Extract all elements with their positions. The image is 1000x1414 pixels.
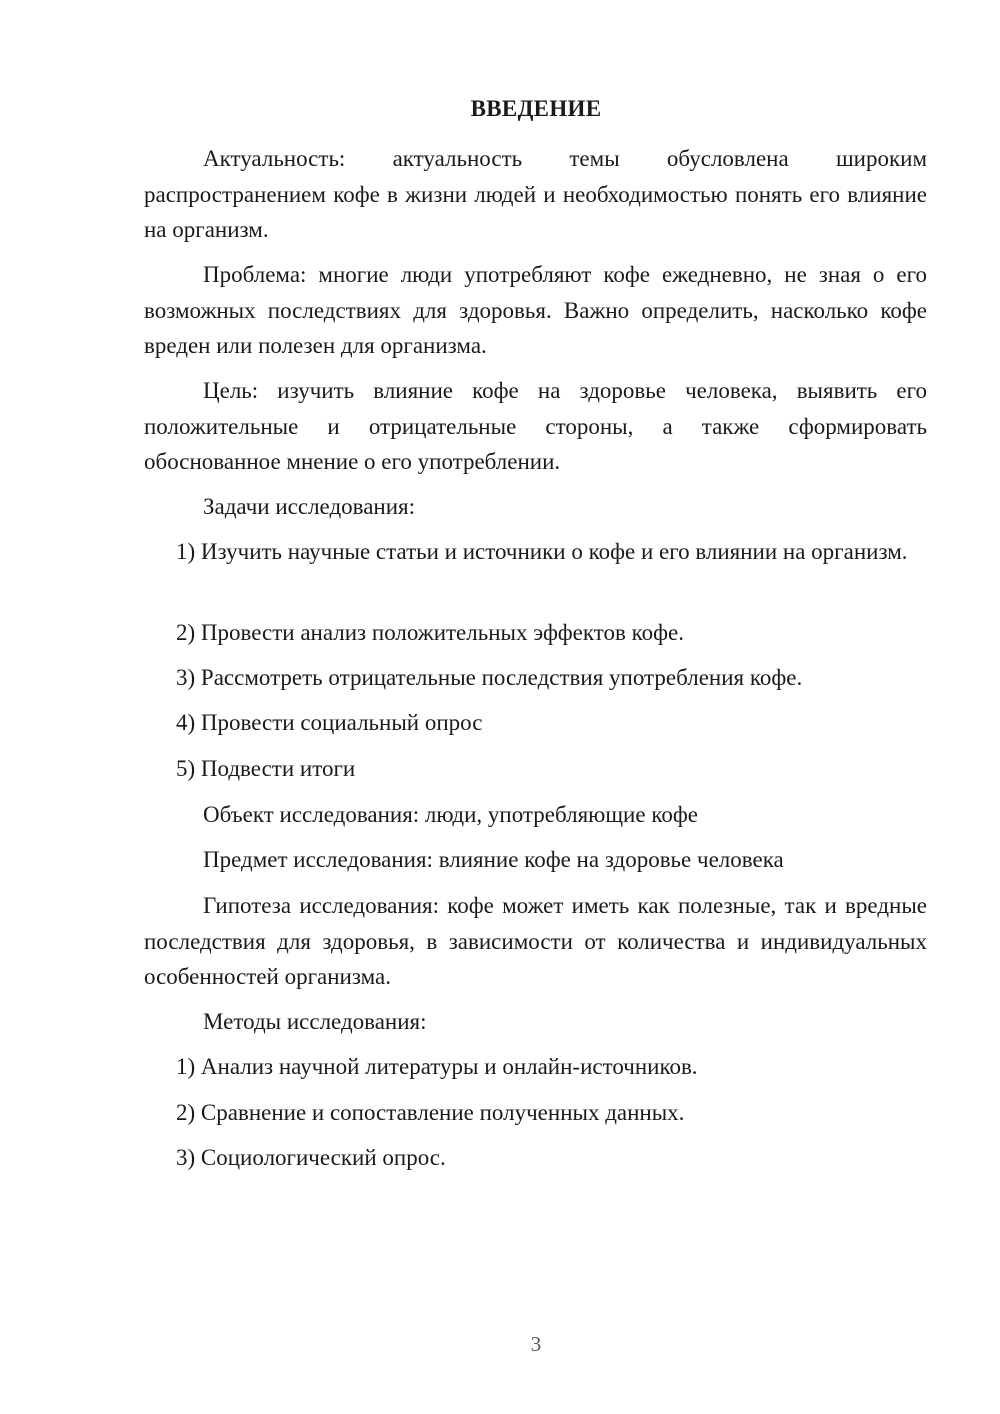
method-item: 3) Социологический опрос. bbox=[176, 1145, 446, 1170]
task-item: 5) Подвести итоги bbox=[176, 756, 356, 781]
page-number: 3 bbox=[530, 1332, 542, 1356]
subject-line: Предмет исследования: влияние кофе на здоровье человека bbox=[203, 847, 784, 872]
section-title: ВВЕДЕНИЕ bbox=[470, 96, 602, 121]
methods-heading: Методы исследования: bbox=[203, 1009, 427, 1034]
problem-paragraph: Проблема: многие люди употребляют кофе ежедневно, не зная о его возможных последствиях для здоровья. Важно определить, насколько кофе вреден или полезен для организма. bbox=[144, 262, 927, 358]
tasks-heading: Задачи исследования: bbox=[203, 494, 416, 519]
object-line: Объект исследования: люди, употребляющие кофе bbox=[203, 802, 698, 827]
task-item: 3) Рассмотреть отрицательные последствия употребления кофе. bbox=[176, 665, 803, 690]
task-item: 2) Провести анализ положительных эффектов кофе. bbox=[176, 620, 684, 645]
method-item: 2) Сравнение и сопоставление полученных данных. bbox=[176, 1100, 685, 1125]
goal-paragraph: Цель: изучить влияние кофе на здоровье человека, выявить его положительные и отрицательные стороны, а также сформировать обоснованное мнение о его употреблении. bbox=[144, 378, 927, 474]
method-item: 1) Анализ научной литературы и онлайн-источников. bbox=[176, 1054, 698, 1079]
task-item: 1) Изучить научные статьи и источники о кофе и его влиянии на организм. bbox=[176, 539, 908, 564]
task-item: 4) Провести социальный опрос bbox=[176, 710, 483, 735]
hypothesis-paragraph: Гипотеза исследования: кофе может иметь как полезные, так и вредные последствия для здоровья, в зависимости от количества и индивидуальных особенностей организма. bbox=[144, 893, 927, 989]
relevance-paragraph: Актуальность: актуальность темы обусловлена широким распространением кофе в жизни людей и необходимостью понять его влияние на организм. bbox=[144, 146, 927, 242]
